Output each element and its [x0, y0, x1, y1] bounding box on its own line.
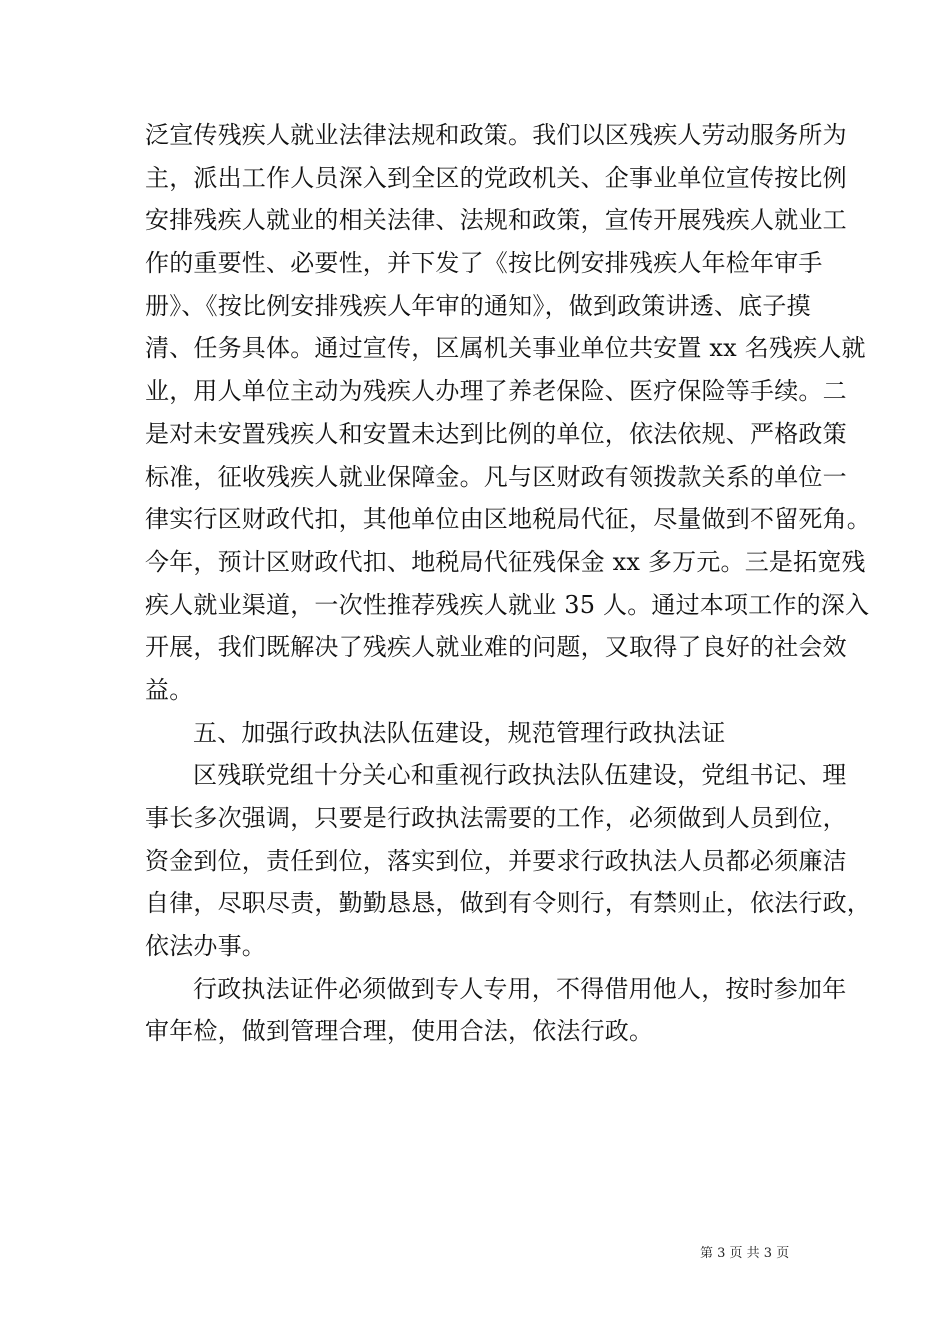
document-body — [145, 114, 871, 1053]
text-line: 区残联党组十分关心和重视行政执法队伍建设，党组书记、理 — [193, 761, 847, 790]
text-line: 册》、《按比例安排残疾人年审的通知》，做到政策讲透、底子摸 — [145, 291, 811, 320]
text-line: 泛宣传残疾人就业法律法规和政策。我们以区残疾人劳动服务所为 — [145, 121, 847, 149]
text-line: 标准，征收残疾人就业保障金。凡与区财政有领拨款关系的单位一 — [145, 462, 847, 491]
text-line: 律实行区财政代扣，其他单位由区地税局代征，尽量做到不留死角。 — [145, 505, 871, 534]
text-line: 清、任务具体。通过宣传，区属机关事业单位共安置 xx 名残疾人就 — [145, 334, 866, 363]
text-line: 业，用人单位主动为残疾人办理了养老保险、医疗保险等手续。二 — [145, 377, 847, 406]
text-line: 资金到位，责任到位，落实到位，并要求行政执法人员都必须廉洁 — [145, 846, 847, 875]
text-line: 主，派出工作人员深入到全区的党政机关、企事业单位宣传按比例 — [145, 163, 847, 192]
text-line: 自律，尽职尽责，勤勤恳恳，做到有令则行，有禁则止，依法行政， — [145, 889, 871, 918]
text-line: 行政执法证件必须做到专人专用，不得借用他人，按时参加年 — [193, 974, 847, 1003]
page-number-footer: 第 3 页 共 3 页 — [700, 1246, 790, 1261]
text-line: 开展，我们既解决了残疾人就业难的问题，又取得了良好的社会效 — [145, 633, 847, 662]
section-heading: 五、加强行政执法队伍建设，规范管理行政执法证 — [193, 718, 726, 747]
text-line: 作的重要性、必要性，并下发了《按比例安排残疾人年检年审手 — [145, 249, 823, 278]
text-line: 疾人就业渠道，一次性推荐残疾人就业 35 人。通过本项工作的深入 — [145, 590, 870, 619]
text-line: 安排残疾人就业的相关法律、法规和政策，宣传开展残疾人就业工 — [145, 206, 847, 235]
text-line: 依法办事。 — [145, 932, 266, 961]
text-line: 是对未安置残疾人和安置未达到比例的单位，依法依规、严格政策 — [145, 419, 847, 448]
text-line: 益。 — [145, 675, 194, 704]
text-line: 事长多次强调，只要是行政执法需要的工作，必须做到人员到位， — [145, 804, 847, 832]
text-line: 今年，预计区财政代扣、地税局代征残保金 xx 多万元。三是拓宽残 — [145, 547, 866, 576]
text-line: 审年检，做到管理合理，使用合法，依法行政。 — [145, 1017, 654, 1046]
